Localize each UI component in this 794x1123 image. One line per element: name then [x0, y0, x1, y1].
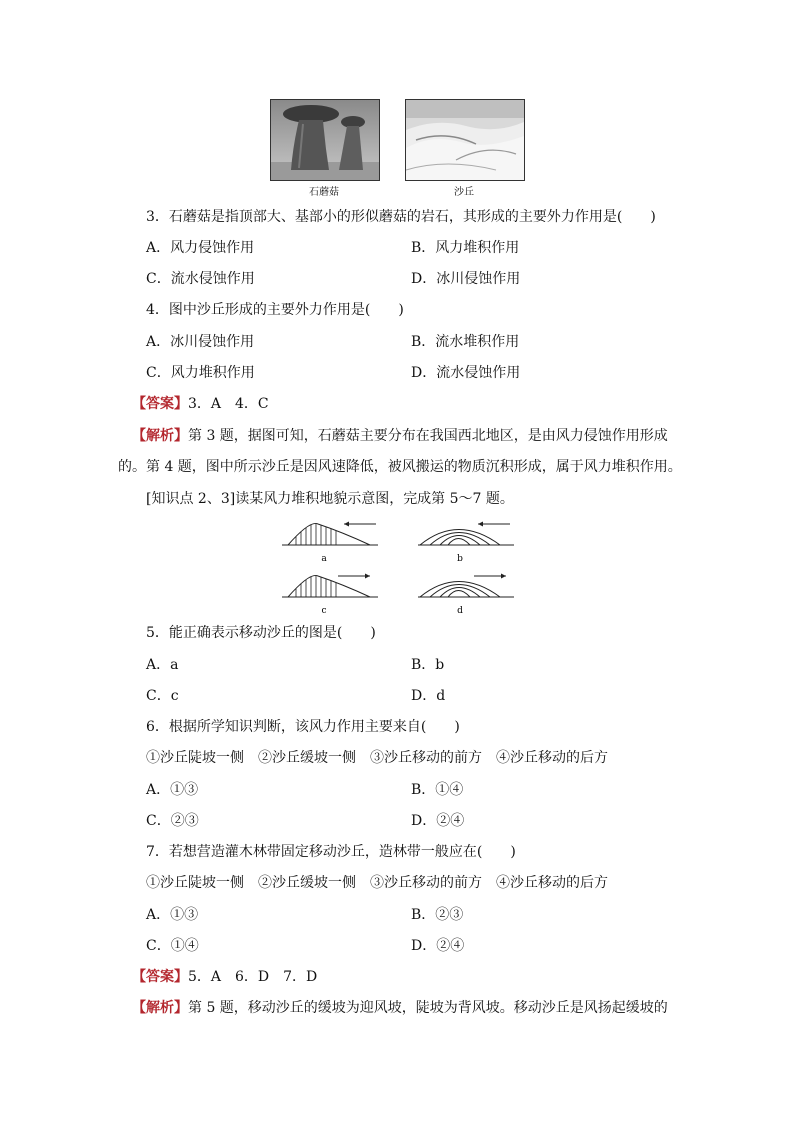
analysis-block-1-line-2: 的。第 4 题，图中所示沙丘是因风速降低，被风搬运的物质沉积形成，属于风力堆积作用。 [118, 459, 682, 475]
question-3-stem: 3．石蘑菇是指顶部大、基部小的形似蘑菇的岩石，其形成的主要外力作用是( ) [146, 209, 656, 225]
question-3-option-a: A．风力侵蚀作用 [146, 240, 255, 256]
knowledge-point: [知识点 2、3]读某风力堆积地貌示意图，完成第 5～7 题。 [146, 491, 514, 507]
question-7-option-c: C．①④ [146, 938, 199, 954]
question-6-option-d: D．②④ [411, 813, 465, 829]
question-5-option-c: C．c [146, 688, 179, 704]
question-6-option-b: B．①④ [411, 782, 464, 798]
answer-block-2 [132, 968, 317, 986]
analysis-tag: 【解析】 [132, 428, 188, 444]
question-4-option-c: C．风力堆积作用 [146, 365, 255, 381]
sand-dune-photo [405, 99, 525, 181]
question-4-option-b: B．流水堆积作用 [411, 334, 520, 350]
dune-diagram-c [282, 570, 378, 616]
stone-mushroom-caption: 石蘑菇 [309, 187, 339, 198]
stone-mushroom-photo [270, 99, 380, 181]
analysis-block-1-line-1 [132, 427, 668, 445]
question-3-option-b: B．风力堆积作用 [411, 240, 520, 256]
question-4-stem: 4．图中沙丘形成的主要外力作用是( ) [146, 302, 404, 318]
analysis-tag: 【解析】 [132, 1000, 188, 1016]
answer-text: 5．A 6．D 7．D [188, 969, 318, 985]
question-7-stem: 7．若想营造灌木林带固定移动沙丘，造林带一般应在( ) [146, 844, 516, 860]
question-4-option-a: A．冰川侵蚀作用 [146, 334, 255, 350]
question-3-option-d: D．冰川侵蚀作用 [411, 271, 521, 287]
question-6-stem: 6．根据所学知识判断，该风力作用主要来自( ) [146, 719, 460, 735]
dune-label-b: b [457, 554, 463, 564]
analysis-block-2-line-1 [132, 999, 668, 1017]
question-4-option-d: D．流水侵蚀作用 [411, 365, 521, 381]
question-7-option-d: D．②④ [411, 938, 465, 954]
question-7-option-b: B．②③ [411, 907, 464, 923]
dune-diagram-d [418, 570, 514, 616]
dune-label-c: c [321, 606, 327, 616]
answer-text: 3．A 4．C [188, 396, 269, 412]
question-6-option-c: C．②③ [146, 813, 199, 829]
dune-label-d: d [457, 606, 463, 616]
question-3-option-c: C．流水侵蚀作用 [146, 271, 255, 287]
answer-block-1 [132, 395, 269, 413]
dune-label-a: a [321, 554, 327, 564]
dune-diagram-b [418, 518, 514, 564]
analysis-text: 第 3 题，据图可知，石蘑菇主要分布在我国西北地区，是由风力侵蚀作用形成 [188, 428, 668, 444]
question-7-option-a: A．①③ [146, 907, 199, 923]
question-5-option-d: D．d [411, 688, 446, 704]
question-6-items: ①沙丘陡坡一侧 ②沙丘缓坡一侧 ③沙丘移动的前方 ④沙丘移动的后方 [146, 750, 608, 766]
answer-tag: 【答案】 [132, 396, 188, 412]
analysis-text: 第 5 题，移动沙丘的缓坡为迎风坡，陡坡为背风坡。移动沙丘是风扬起缓坡的 [188, 1000, 668, 1016]
question-6-option-a: A．①③ [146, 782, 199, 798]
question-5-stem: 5．能正确表示移动沙丘的图是( ) [146, 625, 376, 641]
question-7-items: ①沙丘陡坡一侧 ②沙丘缓坡一侧 ③沙丘移动的前方 ④沙丘移动的后方 [146, 875, 608, 891]
answer-tag: 【答案】 [132, 969, 188, 985]
sand-dune-caption: 沙丘 [454, 187, 474, 198]
dune-diagram-a [282, 518, 378, 564]
question-5-option-b: B．b [411, 657, 445, 673]
question-5-option-a: A．a [146, 657, 179, 673]
